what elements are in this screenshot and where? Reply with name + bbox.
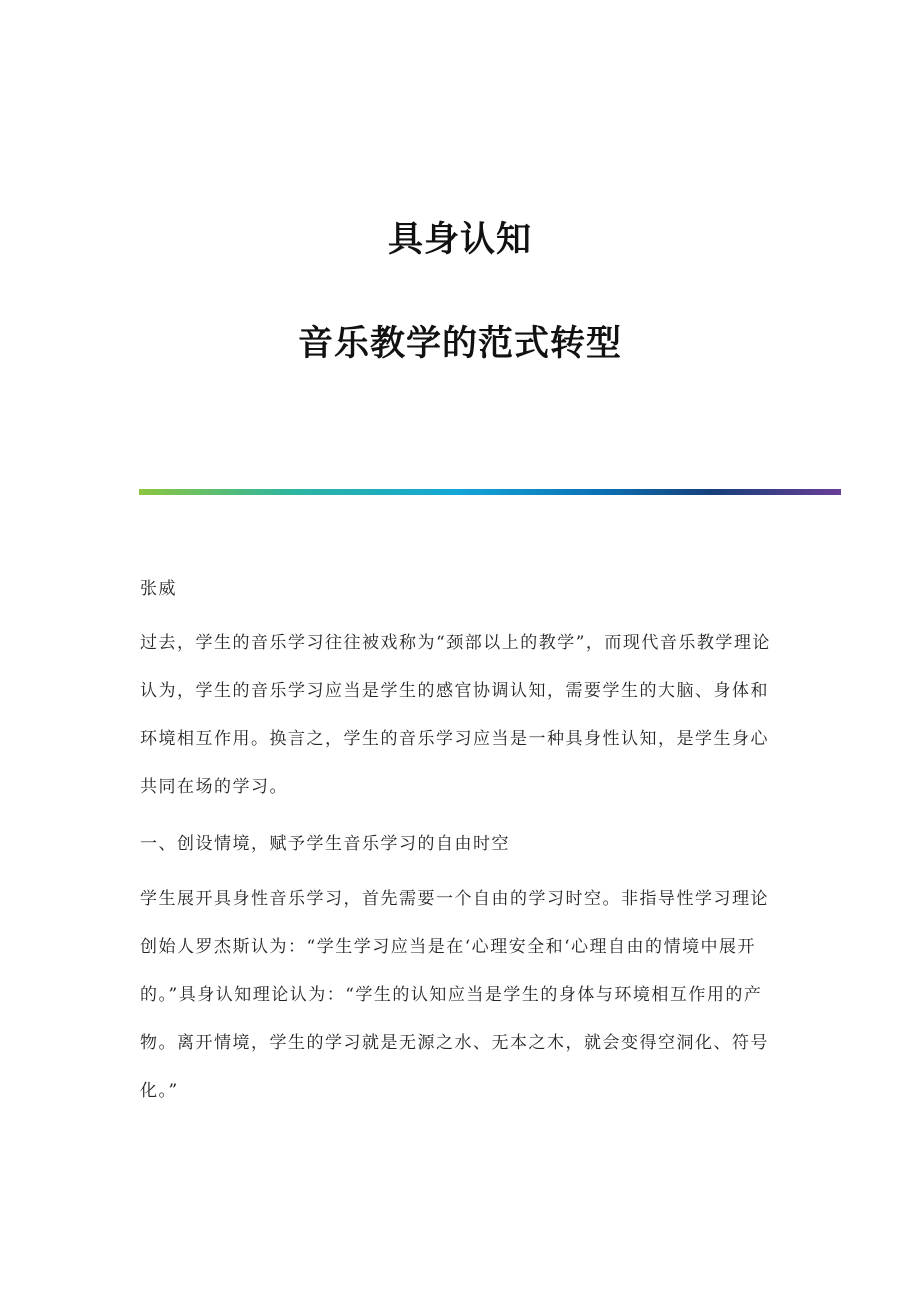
- paragraph-intro: 过去，学生的音乐学习往往被戏称为“颈部以上的教学”，而现代音乐教学理论认为，学生的音乐学习应当是学生的感官协调认知，需要学生的大脑、身体和环境相互作用。换言之，学生的音乐学习应当是一种具身性认知，是学生身心共同在场的学习。: [140, 633, 771, 797]
- author-name: 张威: [140, 579, 177, 599]
- document-title-line-2: 音乐教学的范式转型: [297, 323, 622, 364]
- title-divider-rule: [139, 489, 841, 495]
- paragraph-section-1: 学生展开具身性音乐学习，首先需要一个自由的学习时空。非指导性学习理论创始人罗杰斯认为：“学生学习应当是在‘心理安全和‘心理自由的情境中展开的。”具身认知理论认为：“学生的认知应当是学生的身体与环境相互作用的产物。离开情境，学生的学习就是无源之水、无本之木，就会变得空洞化、符号化。”: [140, 889, 769, 1101]
- section-heading: 一、创设情境，赋予学生音乐学习的自由时空: [140, 834, 510, 854]
- document-title-line-1: 具身认知: [387, 219, 532, 260]
